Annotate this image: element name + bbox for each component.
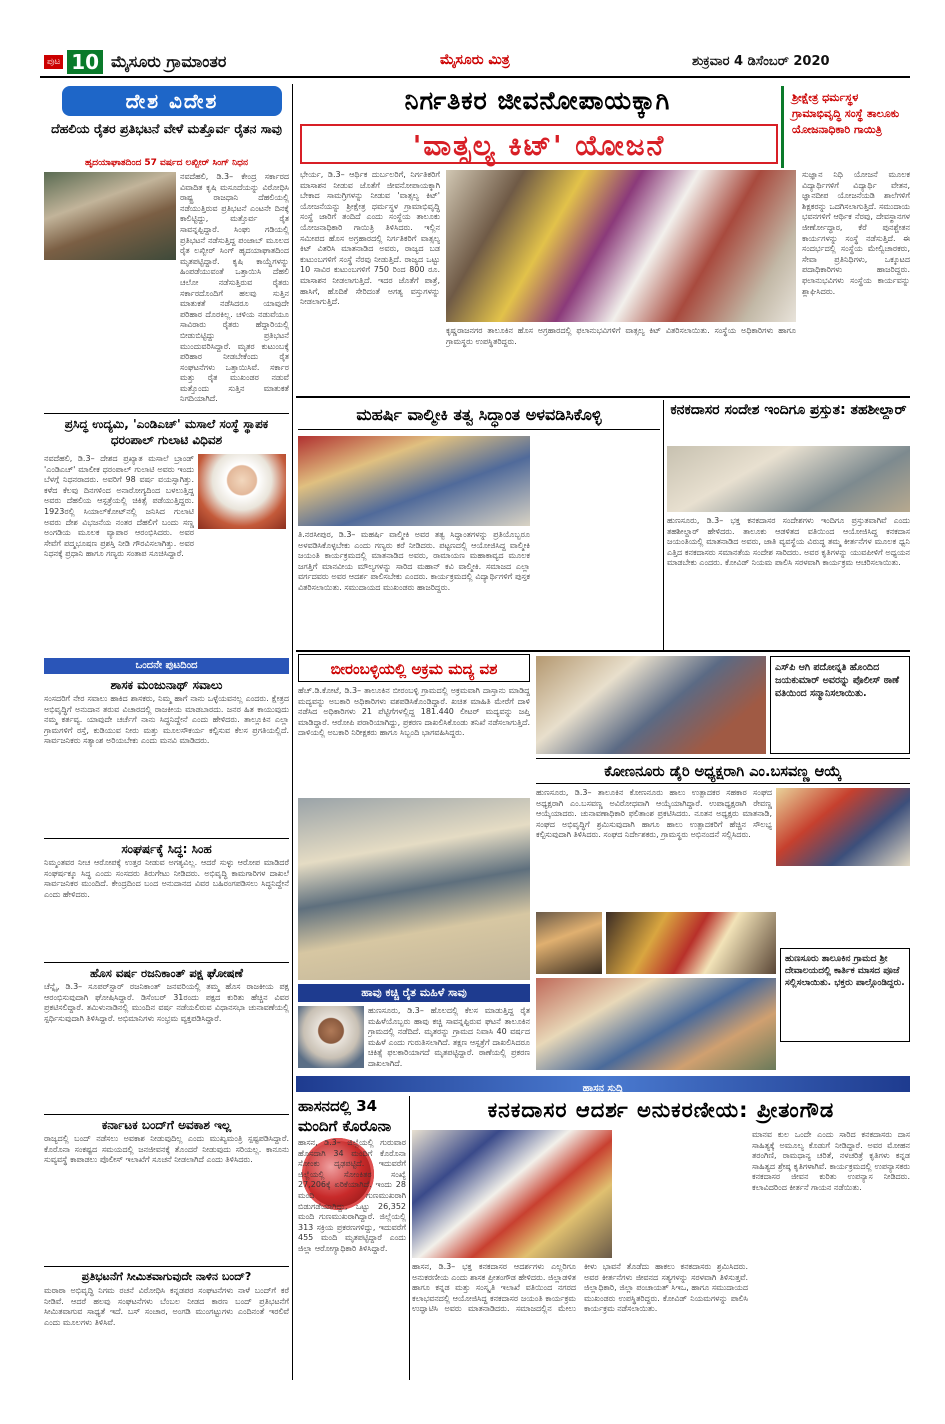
s3-body: ಚೆನ್ನೈ, ಡಿ.3– ಸೂಪರ್‌ಸ್ಟಾರ್ ರಜನಿಕಾಂತ್ ಜನವರಿಯಲ್ಲಿ ತಮ್ಮ ಹೊಸ ರಾಜಕೀಯ ಪಕ್ಷ ಆರಂಭಿಸುವುದಾಗಿ ಘೋಷಿಸಿದ್ದಾರೆ. ಡಿಸೆಂಬರ್ 31ರಂದು ಪಕ್ಷದ ಕುರಿತು ಹೆಚ್ಚಿನ ವಿವರ ಪ್ರಕಟಿಸಲಿದ್ದಾರೆ. ತಮಿಳುನಾಡಿನಲ್ಲಿ ಮುಂದಿನ ವರ್ಷ ನಡೆಯಲಿರುವ ವಿಧಾನಸಭಾ ಚುನಾವಣೆಯಲ್ಲಿ ಸ್ಪರ್ಧಿಸುವುದಾಗಿ ತಿಳಿಸಿದ್ದಾರೆ. ಅಭಿಮಾನಿಗಳು ಸಂಭ್ರಮ ವ್ಯಕ್ತಪಡಿಸಿದ್ದಾರೆ. xyxy=(44,982,289,1023)
lead-headline-2: 'ವಾತ್ಸಲ್ಯ ಕಿಟ್' ಯೋಜನೆ xyxy=(300,124,778,164)
s2-headline: ಸಂಘರ್ಷಕ್ಕೆ ಸಿದ್ಧ: ಸಿಂಹ xyxy=(121,842,212,856)
vatsalya-kit-photo xyxy=(446,170,796,322)
s1-body: ಸಂಸದರಿಗೆ ನೇರ ಸವಾಲು ಹಾಕಿದ ಶಾಸಕರು, ನಿಮ್ಮ ಹಾಗೆ ನಾನು ಒಳ್ಳೆಯವನಲ್ಲ ಎಂದರು. ಕ್ಷೇತ್ರದ ಅಭಿವೃದ್ಧಿಗೆ ಅನುದಾನ ತರುವ ವಿಚಾರದಲ್ಲಿ ರಾಜಕೀಯ ಮಾಡಬಾರದು. ಜನರ ಹಿತ ಕಾಯುವುದು ನಮ್ಮ ಕರ್ತವ್ಯ. ಯಾವುದೇ ಚರ್ಚೆಗೆ ನಾನು ಸಿದ್ಧನಿದ್ದೇನೆ ಎಂದು ಹೇಳಿದರು. ತಾಲ್ಲೂಕಿನ ಎಲ್ಲಾ ಗ್ರಾಮಗಳಿಗೆ ರಸ್ತೆ, ಕುಡಿಯುವ ನೀರು ಮತ್ತು ಮೂಲಸೌಕರ್ಯ ಕಲ್ಪಿಸುವ ಕೆಲಸ ಪ್ರಗತಿಯಲ್ಲಿದೆ. ಸಾರ್ವಜನಿಕರು ಸತ್ಯಾಂಶ ಅರಿಯಬೇಕು ಎಂದು ಮನವಿ ಮಾಡಿದರು. xyxy=(44,694,289,746)
temple-box-cont xyxy=(780,1046,910,1070)
divider xyxy=(44,1114,289,1115)
kanaka-jayanti-photo xyxy=(412,1130,612,1258)
s2-body: ನಿಮ್ಮಂತವರ ನೀಚ ಆರೋಪಕ್ಕೆ ಉತ್ತರ ನೀಡುವ ಅಗತ್ಯವಿಲ್ಲ. ಆದರೆ ಸುಳ್ಳು ಆರೋಪ ಮಾಡಿದರೆ ಸಂಘರ್ಷಕ್ಕೂ ಸಿದ್ಧ ಎಂದು ಸಂಸದರು ತಿರುಗೇಟು ನೀಡಿದರು. ಅಭಿವೃದ್ಧಿ ಕಾಮಗಾರಿಗಳ ದಾಖಲೆ ಸಾರ್ವಜನಿಕರ ಮುಂದಿದೆ. ಕೇಂದ್ರದಿಂದ ಬಂದ ಅನುದಾನದ ವಿವರ ಬಹಿರಂಗಪಡಿಸಲು ಸಿದ್ಧನಿದ್ದೇನೆ ಎಂದು ಹೇಳಿದರು. xyxy=(44,858,289,899)
page-label: ಪುಟ xyxy=(44,55,63,69)
gulati-portrait xyxy=(198,454,286,529)
temple-crowd-photo xyxy=(536,978,776,1070)
lead-col1: ಭೇರ್ಯ, ಡಿ.3– ಆರ್ಥಿಕ ದುರ್ಬಲರಿಗೆ, ನಿರ್ಗತಿಕರಿಗೆ ಮಾಸಾಶನ ನೀಡುವ ಜೊತೆಗೆ ಜೀವನೋಪಾಯಕ್ಕಾಗಿ ಬೇಕಾದ ಸಾಮಗ್ರಿಗಳನ್ನು ನೀಡುವ 'ವಾತ್ಸಲ್ಯ ಕಿಟ್' ಯೋಜನೆಯನ್ನು ಶ್ರೀಕ್ಷೇತ್ರ ಧರ್ಮಸ್ಥಳ ಗ್ರಾಮಾಭಿವೃದ್ಧಿ ಸಂಸ್ಥೆ ಜಾರಿಗೆ ತಂದಿದೆ ಎಂದು ಸಂಸ್ಥೆಯ ತಾಲೂಕು ಯೋಜನಾಧಿಕಾರಿ ಗಾಯಿತ್ರಿ ತಿಳಿಸಿದರು. ಇಲ್ಲಿನ ಸಮೀಪದ ಹೊಸ ಅಗ್ರಹಾರದಲ್ಲಿ ನಿರ್ಗತಿಕರಿಗೆ ವಾತ್ಸಲ್ಯ ಕಿಟ್ ವಿತರಿಸಿ ಮಾತನಾಡಿದ ಅವರು, ರಾಜ್ಯದ ಬಡ ಕುಟುಂಬಗಳಿಗೆ ಸಂಸ್ಥೆ ನೆರವು ನೀಡುತ್ತಿದೆ. ರಾಜ್ಯದ ಒಟ್ಟು 10 ಸಾವಿರ ಕುಟುಂಬಗಳಿಗೆ 750 ರಿಂದ 800 ರೂ. ಮಾಸಾಶನ ನೀಡಲಾಗುತ್ತಿದೆ. ಇದರ ಜೊತೆಗೆ ಪಾತ್ರೆ, ಹಾಸಿಗೆ, ಹೊದಿಕೆ ಸೇರಿದಂತೆ ಅಗತ್ಯ ವಸ್ತುಗಳನ್ನು ನೀಡಲಾಗುತ್ತಿದೆ. xyxy=(300,170,440,307)
desha-subheadline: ಹೃದಯಾಘಾತದಿಂದ 57 ವರ್ಷದ ಲಖ್ಬೀರ್ ಸಿಂಗ್ ನಿಧನ xyxy=(85,158,248,168)
temple-box-text: ಹುಣಸೂರು ತಾಲೂಕಿನ ಗ್ರಾಮದ ಶ್ರೀ ದೇವಾಲಯದಲ್ಲಿ ಕಾರ್ತಿಕ ಮಾಸದ ಪೂಜೆ ಸಲ್ಲಿಸಲಾಯಿತು. ಭಕ್ತರು ಪಾಲ್ಗೊಂಡಿದ್ದರು. xyxy=(785,954,905,988)
preetham-col3: ಮಾನವ ಕುಲ ಒಂದೇ ಎಂದು ಸಾರಿದ ಕನಕದಾಸರು ದಾಸ ಸಾಹಿತ್ಯಕ್ಕೆ ಅಮೂಲ್ಯ ಕೊಡುಗೆ ನೀಡಿದ್ದಾರೆ. ಅವರ ಮೋಹನ ತರಂಗಿಣಿ, ರಾಮಧಾನ್ಯ ಚರಿತೆ, ನಳಚರಿತ್ರೆ ಕೃತಿಗಳು ಕನ್ನಡ ಸಾಹಿತ್ಯದ ಶ್ರೇಷ್ಠ ಕೃತಿಗಳಾಗಿವೆ. ಕಾರ್ಯಕ್ರಮದಲ್ಲಿ ಉಪನ್ಯಾಸಕರು ಕನಕದಾಸರ ಜೀವನ ಕುರಿತು ಉಪನ್ಯಾಸ ನೀಡಿದರು. ಕಲಾವಿದರಿಂದ ಕೀರ್ತನೆ ಗಾಯನ ನಡೆಯಿತು. xyxy=(752,1130,910,1192)
desha-videsha-band: ದೇಶ ವಿದೇಶ xyxy=(62,86,282,116)
kanaka-body: ಹುಣಸೂರು, ಡಿ.3– ಭಕ್ತ ಕನಕದಾಸರ ಸಂದೇಶಗಳು ಇಂದಿಗೂ ಪ್ರಸ್ತುತವಾಗಿವೆ ಎಂದು ತಹಶೀಲ್ದಾರ್ ಹೇಳಿದರು. ತಾಲೂಕು ಆಡಳಿತದ ವತಿಯಿಂದ ಆಯೋಜಿಸಿದ್ದ ಕನಕದಾಸ ಜಯಂತಿಯಲ್ಲಿ ಮಾತನಾಡಿದ ಅವರು, ಜಾತಿ ವ್ಯವಸ್ಥೆಯ ವಿರುದ್ಧ ತಮ್ಮ ಕೀರ್ತನೆಗಳ ಮೂಲಕ ಧ್ವನಿ ಎತ್ತಿದ ಕನಕದಾಸರು ಸಮಾನತೆಯ ಸಂದೇಶ ಸಾರಿದರು. ಅವರ ಕೃತಿಗಳನ್ನು ಯುವಪೀಳಿಗೆ ಅಧ್ಯಯನ ಮಾಡಬೇಕು ಎಂದರು. ಕೋವಿಡ್ ನಿಯಮ ಪಾಲಿಸಿ ಸರಳವಾಗಿ ಕಾರ್ಯಕ್ರಮ ಆಚರಿಸಲಾಯಿತು. xyxy=(667,516,910,568)
desha-body: ನವದೆಹಲಿ, ಡಿ.3– ಕೇಂದ್ರ ಸರ್ಕಾರದ ವಿವಾದಿತ ಕೃಷಿ ಮಸೂದೆಯನ್ನು ವಿರೋಧಿಸಿ ರಾಷ್ಟ್ರ ರಾಜಧಾನಿ ದೆಹಲಿಯಲ್ಲಿ ನಡೆಯುತ್ತಿರುವ ಪ್ರತಿಭಟನೆ ಎಂಟನೇ ದಿನಕ್ಕೆ ಕಾಲಿಟ್ಟಿದ್ದು, ಮತ್ತೊರ್ವ ರೈತ ಸಾವನ್ನಪ್ಪಿದ್ದಾರೆ. ಸಿಂಘು ಗಡಿಯಲ್ಲಿ ಪ್ರತಿಭಟನೆ ನಡೆಸುತ್ತಿದ್ದ ಪಂಜಾಬ್ ಮೂಲದ ರೈತ ಲಖ್ಬೀರ್ ಸಿಂಗ್ ಹೃದಯಾಘಾತದಿಂದ ಮೃತಪಟ್ಟಿದ್ದಾರೆ. ಕೃಷಿ ಕಾಯ್ದೆಗಳನ್ನು ಹಿಂಪಡೆಯುವಂತೆ ಒತ್ತಾಯಿಸಿ ದೆಹಲಿ ಚಲೋ ನಡೆಸುತ್ತಿರುವ ರೈತರು ಸರ್ಕಾರದೊಂದಿಗೆ ಹಲವು ಸುತ್ತಿನ ಮಾತುಕತೆ ನಡೆಸಿದರೂ ಯಾವುದೇ ಪರಿಹಾರ ದೊರಕಿಲ್ಲ. ಚಳಿಯ ನಡುವೆಯೂ ಸಾವಿರಾರು ರೈತರು ಹೆದ್ದಾರಿಯಲ್ಲಿ ಬೀಡುಬಿಟ್ಟಿದ್ದು ಪ್ರತಿಭಟನೆ ಮುಂದುವರಿಸಿದ್ದಾರೆ. ಮೃತರ ಕುಟುಂಬಕ್ಕೆ ಪರಿಹಾರ ನೀಡಬೇಕೆಂದು ರೈತ ಸಂಘಟನೆಗಳು ಒತ್ತಾಯಿಸಿವೆ. ಸರ್ಕಾರ ಮತ್ತು ರೈತ ಮುಖಂಡರ ನಡುವೆ ಮತ್ತೊಂದು ಸುತ್ತಿನ ಮಾತುಕತೆ ನಿಗದಿಯಾಗಿದೆ. xyxy=(180,172,289,404)
page-number: 10 xyxy=(67,50,103,74)
temple-box xyxy=(780,948,910,1042)
divider xyxy=(44,1266,289,1267)
s4-headline: ಕರ್ನಾಟಕ ಬಂದ್‌ಗೆ ಅವಕಾಶ ಇಲ್ಲ xyxy=(101,1118,232,1132)
preetham-body: ಹಾಸನ, ಡಿ.3– ಭಕ್ತ ಕನಕದಾಸರ ಆದರ್ಶಗಳು ಎಲ್ಲರಿಗೂ ಅನುಕರಣೀಯ ಎಂದು ಶಾಸಕ ಪ್ರೀತಂಗೌಡ ಹೇಳಿದರು. ಜಿಲ್ಲಾಡಳಿತ ಹಾಗೂ ಕನ್ನಡ ಮತ್ತು ಸಂಸ್ಕೃತಿ ಇಲಾಖೆ ವತಿಯಿಂದ ನಗರದ ಕಲಾಭವನದಲ್ಲಿ ಆಯೋಜಿಸಿದ್ದ ಕನಕದಾಸರ ಜಯಂತಿ ಕಾರ್ಯಕ್ರಮ ಉದ್ಘಾಟಿಸಿ ಅವರು ಮಾತನಾಡಿದರು. ಸಮಾಜದಲ್ಲಿನ ಮೇಲು ಕೀಳು ಭಾವನೆ ತೊಡೆದು ಹಾಕಲು ಕನಕದಾಸರು ಶ್ರಮಿಸಿದರು. ಅವರ ಕೀರ್ತನೆಗಳು ಜೀವನದ ಸತ್ಯಗಳನ್ನು ಸರಳವಾಗಿ ತಿಳಿಸುತ್ತವೆ. ಜಿಲ್ಲಾಧಿಕಾರಿ, ಜಿಲ್ಲಾ ಪಂಚಾಯತ್ ಸಿಇಒ, ಹಾಗೂ ಸಮುದಾಯದ ಮುಖಂಡರು ಉಪಸ್ಥಿತರಿದ್ದರು. ಕೋವಿಡ್ ನಿಯಮಗಳನ್ನು ಪಾಲಿಸಿ ಕಾರ್ಯಕ್ರಮ ನಡೆಸಲಾಯಿತು. xyxy=(412,1262,748,1314)
column-rule xyxy=(663,400,664,650)
dairy-headline: ಕೋಣನೂರು ಡೈರಿ ಅಧ್ಯಕ್ಷರಾಗಿ ಎಂ.ಬಸವಣ್ಣ ಆಯ್ಕೆ xyxy=(536,758,910,784)
beeran-body: ಹೆಚ್.ಡಿ.ಕೋಟೆ, ಡಿ.3– ತಾಲೂಕಿನ ಬೀರಂಬಳ್ಳಿ ಗ್ರಾಮದಲ್ಲಿ ಅಕ್ರಮವಾಗಿ ದಾಸ್ತಾನು ಮಾಡಿದ್ದ ಮದ್ಯವನ್ನು ಅಬಕಾರಿ ಅಧಿಕಾರಿಗಳು ವಶಪಡಿಸಿಕೊಂಡಿದ್ದಾರೆ. ಖಚಿತ ಮಾಹಿತಿ ಮೇರೆಗೆ ದಾಳಿ ನಡೆಸಿದ ಅಧಿಕಾರಿಗಳು 21 ಪೆಟ್ಟಿಗೆಗಳಲ್ಲಿದ್ದ 181.440 ಲೀಟರ್ ಮದ್ಯವನ್ನು ಜಪ್ತಿ ಮಾಡಿದ್ದಾರೆ. ಆರೋಪಿ ಪರಾರಿಯಾಗಿದ್ದು, ಪ್ರಕರಣ ದಾಖಲಿಸಿಕೊಂಡು ತನಿಖೆ ನಡೆಸಲಾಗುತ್ತಿದೆ. ದಾಳಿಯಲ್ಲಿ ಅಬಕಾರಿ ನಿರೀಕ್ಷಕರು ಹಾಗೂ ಸಿಬ್ಬಂದಿ ಭಾಗವಹಿಸಿದ್ದರು. xyxy=(298,686,530,738)
corona-headline: ಹಾಸನದಲ್ಲಿ 34 ಮಂದಿಗೆ ಕೊರೊನಾ xyxy=(298,1097,392,1135)
beeran-headline: ಬೀರಂಬಳ್ಳಿಯಲ್ಲಿ ಅಕ್ರಮ ಮದ್ಯ ವಶ xyxy=(330,660,498,678)
udyami-body-cont xyxy=(44,532,289,652)
police-felicitation-photo xyxy=(536,656,766,754)
sidebox-text: ಶ್ರೀಕ್ಷೇತ್ರ ಧರ್ಮಸ್ಥಳ ಗ್ರಾಮಾಭಿವೃದ್ಧಿ ಸಂಸ್ಥೆ ತಾಲೂಕು ಯೋಜನಾಧಿಕಾರಿ ಗಾಯಿತ್ರಿ xyxy=(792,91,900,136)
udyami-headline: ಪ್ರಸಿದ್ಧ ಉದ್ಯಮಿ, 'ಎಂಡಿಎಚ್' ಮಸಾಲೆ ಸಂಸ್ಥೆ ಸ್ಥಾಪಕ ಧರಂಪಾಲ್ ಗುಲಾಟಿ ವಿಧಿವಶ xyxy=(64,417,269,447)
section-title: ಮೈಸೂರು ಗ್ರಾಮಾಂತರ xyxy=(111,52,227,71)
column-rule xyxy=(409,1096,410,1380)
snake-body: ಹುಣಸೂರು, ಡಿ.3– ಹೊಲದಲ್ಲಿ ಕೆಲಸ ಮಾಡುತ್ತಿದ್ದ ರೈತ ಮಹಿಳೆಯೊಬ್ಬರು ಹಾವು ಕಚ್ಚಿ ಸಾವನ್ನಪ್ಪಿರುವ ಘಟನೆ ತಾಲೂಕಿನ ಗ್ರಾಮದಲ್ಲಿ ನಡೆದಿದೆ. ಮೃತರನ್ನು ಗ್ರಾಮದ ನಿವಾಸಿ 40 ವರ್ಷದ ಮಹಿಳೆ ಎಂದು ಗುರುತಿಸಲಾಗಿದೆ. ತಕ್ಷಣ ಆಸ್ಪತ್ರೆಗೆ ದಾಖಲಿಸಿದರೂ ಚಿಕಿತ್ಸೆ ಫಲಕಾರಿಯಾಗದೆ ಮೃತಪಟ್ಟಿದ್ದಾರೆ. ಠಾಣೆಯಲ್ಲಿ ಪ್ರಕರಣ ದಾಖಲಾಗಿದೆ. xyxy=(368,1006,530,1068)
s5-body: ಮರಾಠಾ ಅಭಿವೃದ್ಧಿ ನಿಗಮ ರಚನೆ ವಿರೋಧಿಸಿ ಕನ್ನಡಪರ ಸಂಘಟನೆಗಳು ನಾಳೆ ಬಂದ್‌ಗೆ ಕರೆ ನೀಡಿವೆ. ಆದರೆ ಹಲವು ಸಂಘಟನೆಗಳು ಬೆಂಬಲ ನೀಡದ ಕಾರಣ ಬಂದ್ ಪ್ರತಿಭಟನೆಗೆ ಸೀಮಿತವಾಗುವ ಸಾಧ್ಯತೆ ಇದೆ. ಬಸ್ ಸಂಚಾರ, ಅಂಗಡಿ ಮುಂಗಟ್ಟುಗಳು ಎಂದಿನಂತೆ ಇರಲಿವೆ ಎಂದು ಮೂಲಗಳು ತಿಳಿಸಿವೆ. xyxy=(44,1286,289,1327)
page-number-box xyxy=(44,50,226,74)
divider xyxy=(44,413,289,414)
snake-caption-band: ಹಾವು ಕಚ್ಚಿ ರೈತ ಮಹಿಳೆ ಸಾವು xyxy=(298,984,530,1002)
masthead-logo: ಮೈಸೂರು ಮಿತ್ರ xyxy=(440,52,510,68)
column-rule xyxy=(292,84,293,1380)
valmiki-body-side xyxy=(536,436,660,648)
beeran-headline-box xyxy=(298,654,530,682)
s1-headline: ಶಾಸಕ ಮಂಜುನಾಥ್ ಸವಾಲು xyxy=(110,678,223,692)
temple-photo-left xyxy=(536,912,602,974)
police-box xyxy=(770,656,910,754)
valmiki-headline: ಮಹರ್ಷಿ ವಾಲ್ಮೀಕಿ ತತ್ವ ಸಿದ್ಧಾಂತ ಅಳವಡಿಸಿಕೊಳ್ಳಿ xyxy=(298,400,660,430)
lead-col2: ಸುಜ್ಞಾನ ನಿಧಿ ಯೋಜನೆ ಮೂಲಕ ವಿದ್ಯಾರ್ಥಿಗಳಿಗೆ ವಿದ್ಯಾರ್ಥಿ ವೇತನ, ಜ್ಞಾನದೀಪ ಯೋಜನೆಯಡಿ ಶಾಲೆಗಳಿಗೆ ಶಿಕ್ಷಕರನ್ನು ಒದಗಿಸಲಾಗುತ್ತಿದೆ. ಸಮುದಾಯ ಭವನಗಳಿಗೆ ಆರ್ಥಿಕ ನೆರವು, ದೇವಸ್ಥಾನಗಳ ಜೀರ್ಣೋದ್ಧಾರ, ಕೆರೆ ಪುನಶ್ಚೇತನ ಕಾರ್ಯಗಳನ್ನು ಸಂಸ್ಥೆ ನಡೆಸುತ್ತಿದೆ. ಈ ಸಂದರ್ಭದಲ್ಲಿ ಸಂಸ್ಥೆಯ ಮೇಲ್ವಿಚಾರಕರು, ಸೇವಾ ಪ್ರತಿನಿಧಿಗಳು, ಒಕ್ಕೂಟದ ಪದಾಧಿಕಾರಿಗಳು ಹಾಜರಿದ್ದರು. ಫಲಾನುಭವಿಗಳು ಸಂಸ್ಥೆಯ ಕಾರ್ಯವನ್ನು ಶ್ಲಾಘಿಸಿದರು. xyxy=(802,170,910,296)
corona-body: ಹಾಸನ, ಡಿ.3– ಜಿಲ್ಲೆಯಲ್ಲಿ ಗುರುವಾರ ಹೊಸದಾಗಿ 34 ಮಂದಿಗೆ ಕೊರೊನಾ ಸೋಂಕು ದೃಢಪಟ್ಟಿದೆ. ಇದುವರೆಗೆ ಜಿಲ್ಲೆಯಲ್ಲಿ ಸೋಂಕಿತರ ಸಂಖ್ಯೆ 27,206ಕ್ಕೆ ಏರಿಕೆಯಾಗಿದೆ. ಇಂದು 28 ಮಂದಿ ಗುಣಮುಖರಾಗಿ ಬಿಡುಗಡೆಯಾಗಿದ್ದು, ಒಟ್ಟು 26,352 ಮಂದಿ ಗುಣಮುಖರಾಗಿದ್ದಾರೆ. ಜಿಲ್ಲೆಯಲ್ಲಿ 313 ಸಕ್ರಿಯ ಪ್ರಕರಣಗಳಿದ್ದು, ಇದುವರೆಗೆ 455 ಮಂದಿ ಮೃತಪಟ್ಟಿದ್ದಾರೆ ಎಂದು ಜಿಲ್ಲಾ ಆರೋಗ್ಯಾಧಿಕಾರಿ ತಿಳಿಸಿದ್ದಾರೆ. xyxy=(298,1138,406,1253)
dairy-body-side xyxy=(776,870,910,944)
police-box-text: ಎಸ್‌ಪಿ ಆಗಿ ಪದೋನ್ನತಿ ಹೊಂದಿದ ಜಯಕುಮಾರ್ ಅವರನ್ನು ಪೊಲೀಸ್ ಠಾಣೆ ವತಿಯಿಂದ ಸನ್ಮಾನಿಸಲಾಯಿತು. xyxy=(775,662,900,699)
s3-headline: ಹೊಸ ವರ್ಷ ರಜನಿಕಾಂತ್ ಪಕ್ಷ ಘೋಷಣೆ xyxy=(90,966,243,980)
valmiki-group-photo xyxy=(298,436,530,526)
issue-date: ಶುಕ್ರವಾರ 4 ಡಿಸೆಂಬರ್ 2020 xyxy=(692,54,830,69)
dairy-group-photo xyxy=(776,788,910,866)
divider xyxy=(296,650,910,652)
udyami-body: ನವದೆಹಲಿ, ಡಿ.3– ದೇಶದ ಪ್ರಖ್ಯಾತ ಮಸಾಲೆ ಬ್ರಾಂಡ್ 'ಎಂಡಿಎಚ್' ಮಾಲೀಕ ಧರಂಪಾಲ್ ಗುಲಾಟಿ ಅವರು ಇಂದು ಬೆಳಗ್ಗೆ ನಿಧನರಾದರು. ಅವರಿಗೆ 98 ವರ್ಷ ವಯಸ್ಸಾಗಿತ್ತು. ಕಳೆದ ಕೆಲವು ದಿನಗಳಿಂದ ಅನಾರೋಗ್ಯದಿಂದ ಬಳಲುತ್ತಿದ್ದ ಅವರು ದೆಹಲಿಯ ಆಸ್ಪತ್ರೆಯಲ್ಲಿ ಚಿಕಿತ್ಸೆ ಪಡೆಯುತ್ತಿದ್ದರು. 1923ರಲ್ಲಿ ಸಿಯಾಲ್‌ಕೋಟ್‌ನಲ್ಲಿ ಜನಿಸಿದ ಗುಲಾಟಿ ಅವರು ದೇಶ ವಿಭಜನೆಯ ನಂತರ ದೆಹಲಿಗೆ ಬಂದು ಸಣ್ಣ ಅಂಗಡಿಯ ಮೂಲಕ ವ್ಯಾಪಾರ ಆರಂಭಿಸಿದರು. ಅವರ ಸೇವೆಗೆ ಪದ್ಮಭೂಷಣ ಪ್ರಶಸ್ತಿ ನೀಡಿ ಗೌರವಿಸಲಾಗಿತ್ತು. ಅವರ ನಿಧನಕ್ಕೆ ಪ್ರಧಾನಿ ಹಾಗೂ ಗಣ್ಯರು ಸಂತಾಪ ಸೂಚಿಸಿದ್ದಾರೆ. xyxy=(44,454,194,559)
hassan-band xyxy=(296,1076,910,1092)
hassan-band-label: ಹಾಸನ ಸುದ್ದಿ xyxy=(582,1083,624,1094)
lead-photo-caption: ಕೃಷ್ಣರಾಜನಗರ ತಾಲೂಕಿನ ಹೊಸ ಅಗ್ರಹಾರದಲ್ಲಿ ಫಲಾನುಭವಿಗಳಿಗೆ ವಾತ್ಸಲ್ಯ ಕಿಟ್ ವಿತರಿಸಲಾಯಿತು. ಸಂಸ್ಥೆಯ ಅಧಿಕಾರಿಗಳು ಹಾಗೂ ಗ್ರಾಮಸ್ಥರು ಉಪಸ್ಥಿತರಿದ್ದರು. xyxy=(446,326,796,346)
s4-body: ರಾಜ್ಯದಲ್ಲಿ ಬಂದ್ ನಡೆಸಲು ಅವಕಾಶ ನೀಡುವುದಿಲ್ಲ ಎಂದು ಮುಖ್ಯಮಂತ್ರಿ ಸ್ಪಷ್ಟಪಡಿಸಿದ್ದಾರೆ. ಕೊರೊನಾ ಸಂಕಷ್ಟದ ಸಮಯದಲ್ಲಿ ಜನಜೀವನಕ್ಕೆ ತೊಂದರೆ ನೀಡುವುದು ಸರಿಯಲ್ಲ. ಕಾನೂನು ಸುವ್ಯವಸ್ಥೆ ಕಾಪಾಡಲು ಪೊಲೀಸ್ ಇಲಾಖೆಗೆ ಸೂಚನೆ ನೀಡಲಾಗಿದೆ ಎಂದು ತಿಳಿಸಿದರು. xyxy=(44,1134,289,1165)
divider xyxy=(296,396,910,398)
divider xyxy=(44,962,289,963)
lead-headline-1: ನಿರ್ಗತಿಕರ ಜೀವನೋಪಾಯಕ್ಕಾಗಿ xyxy=(404,86,671,115)
kanaka-event-photo xyxy=(667,446,910,512)
lead-sidebox xyxy=(781,86,909,168)
s5-headline: ಪ್ರತಿಭಟನೆಗೆ ಸೀಮಿತವಾಗುವುದೇ ನಾಳಿನ ಬಂದ್? xyxy=(81,1270,252,1283)
dairy-body: ಹುಣಸೂರು, ಡಿ.3– ತಾಲೂಕಿನ ಕೋಣನೂರು ಹಾಲು ಉತ್ಪಾದಕರ ಸಹಕಾರ ಸಂಘದ ಅಧ್ಯಕ್ಷರಾಗಿ ಎಂ.ಬಸವಣ್ಣ ಅವಿರೋಧವಾಗಿ ಆಯ್ಕೆಯಾಗಿದ್ದಾರೆ. ಉಪಾಧ್ಯಕ್ಷರಾಗಿ ರೇವಣ್ಣ ಆಯ್ಕೆಯಾದರು. ಚುನಾವಣಾಧಿಕಾರಿ ಫಲಿತಾಂಶ ಪ್ರಕಟಿಸಿದರು. ನೂತನ ಅಧ್ಯಕ್ಷರು ಮಾತನಾಡಿ, ಸಂಘದ ಅಭಿವೃದ್ಧಿಗೆ ಶ್ರಮಿಸುವುದಾಗಿ ಹಾಗೂ ಹಾಲು ಉತ್ಪಾದಕರಿಗೆ ಹೆಚ್ಚಿನ ಸೌಲಭ್ಯ ಕಲ್ಪಿಸುವುದಾಗಿ ತಿಳಿಸಿದರು. ಸಂಘದ ನಿರ್ದೇಶಕರು, ಗ್ರಾಮಸ್ಥರು ಅಭಿನಂದನೆ ಸಲ್ಲಿಸಿದರು. xyxy=(536,788,772,840)
divider xyxy=(44,838,289,839)
valmiki-body: ತಿ.ನರಸೀಪುರ, ಡಿ.3– ಮಹರ್ಷಿ ವಾಲ್ಮೀಕಿ ಅವರ ತತ್ವ ಸಿದ್ಧಾಂತಗಳನ್ನು ಪ್ರತಿಯೊಬ್ಬರೂ ಅಳವಡಿಸಿಕೊಳ್ಳಬೇಕು ಎಂದು ಗಣ್ಯರು ಕರೆ ನೀಡಿದರು. ಪಟ್ಟಣದಲ್ಲಿ ಆಯೋಜಿಸಿದ್ದ ವಾಲ್ಮೀಕಿ ಜಯಂತಿ ಕಾರ್ಯಕ್ರಮದಲ್ಲಿ ಮಾತನಾಡಿದ ಅವರು, ರಾಮಾಯಣ ಮಹಾಕಾವ್ಯದ ಮೂಲಕ ಜಗತ್ತಿಗೆ ಮಾನವೀಯ ಮೌಲ್ಯಗಳನ್ನು ಸಾರಿದ ಮಹಾನ್ ಕವಿ ವಾಲ್ಮೀಕಿ. ಸಮಾಜದ ಎಲ್ಲಾ ವರ್ಗದವರು ಅವರ ಆದರ್ಶ ಪಾಲಿಸಬೇಕು ಎಂದರು. ಕಾರ್ಯಕ್ರಮದಲ್ಲಿ ವಿದ್ಯಾರ್ಥಿಗಳಿಗೆ ಪುಸ್ತಕ ವಿತರಿಸಲಾಯಿತು. ಸಮುದಾಯದ ಮುಖಂಡರು ಹಾಜರಿದ್ದರು. xyxy=(298,530,530,592)
deceased-woman-photo xyxy=(298,1006,364,1068)
temple-deity-photo xyxy=(606,912,776,974)
desha-headline: ದೆಹಲಿಯ ರೈತರ ಪ್ರತಿಭಟನೆ ವೇಳೆ ಮತ್ತೊರ್ವ ರೈತನ ಸಾವು xyxy=(51,121,282,136)
ondane-putadinda-band: ಒಂದನೇ ಪುಟದಿಂದ xyxy=(44,658,289,674)
preetham-body-top xyxy=(616,1130,748,1258)
preetham-headline: ಕನಕದಾಸರ ಆದರ್ಶ ಅನುಕರಣೀಯ: ಪ್ರೀತಂಗೌಡ xyxy=(487,1098,835,1122)
kanaka-headline: ಕನಕದಾಸರ ಸಂದೇಶ ಇಂದಿಗೂ ಪ್ರಸ್ತುತ: ತಹಶೀಲ್ದಾರ್ xyxy=(670,402,907,418)
seized-liquor-photo xyxy=(298,798,530,980)
